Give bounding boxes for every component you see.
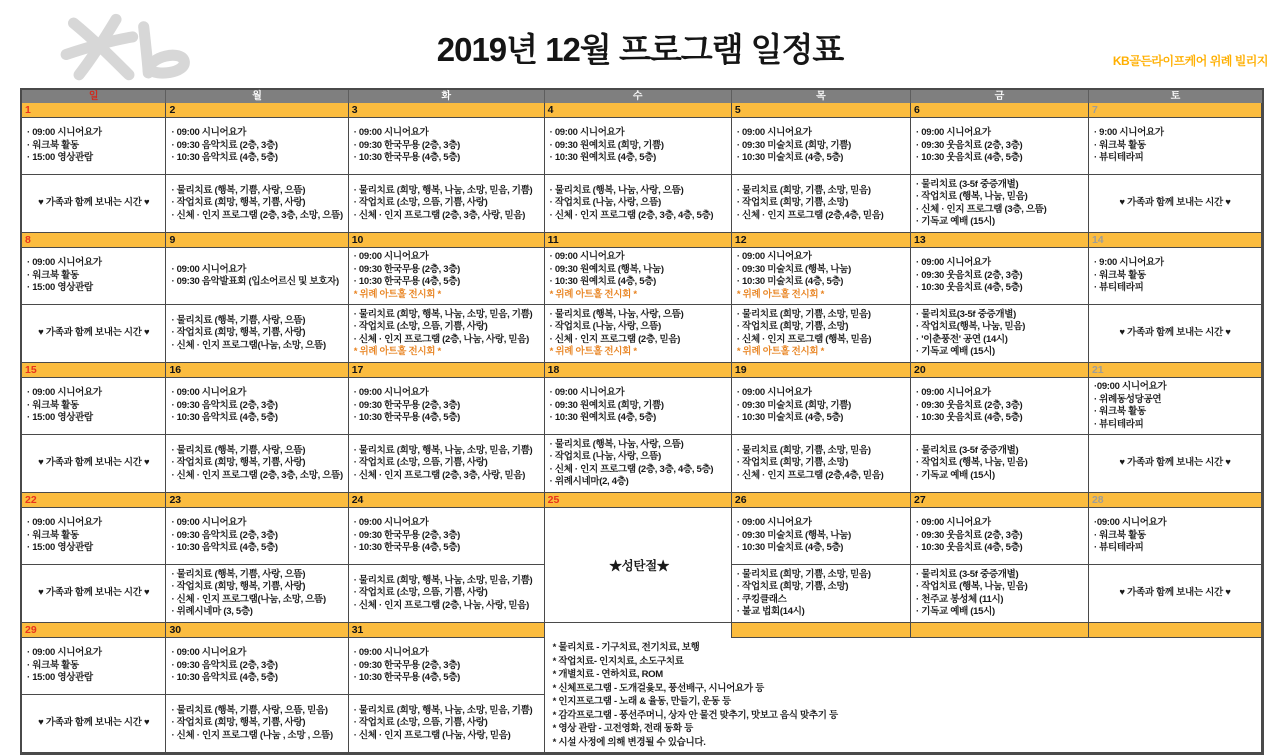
schedule-line: · 물리치료 (행복, 기쁨, 사랑, 으뜸)	[171, 568, 306, 580]
afternoon-cell	[911, 435, 1089, 493]
schedule-line: · 워크북 활동	[27, 139, 79, 151]
schedule-line: · 작업치료 (희망, 기쁨, 소망)	[736, 321, 849, 332]
schedule-line: · 물리치료 (희망, 기쁨, 소망, 믿음)	[736, 184, 871, 196]
schedule-line: · 물리치료(3-5f 중증개별)	[916, 308, 1017, 320]
schedule-line: · 09:00 시니어요가	[353, 387, 429, 399]
day-number: 31	[349, 623, 545, 638]
schedule-line: · 15:00 영상관람	[27, 672, 93, 684]
schedule-line: · 09:00 시니어요가	[171, 517, 247, 529]
day-band-empty	[732, 623, 911, 638]
morning-cell	[349, 118, 545, 175]
schedule-line: · 09:30 한국무용 (2층, 3층)	[353, 659, 461, 671]
morning-cell	[22, 508, 166, 565]
schedule-line: · 신체 · 인지 프로그램 (2층,4층, 믿음)	[736, 209, 884, 221]
schedule-line: · 신체 · 인지 프로그램 (3층, 으뜸)	[916, 203, 1047, 215]
schedule-line: · 09:30 미술치료 (희망, 기쁨)	[736, 399, 851, 411]
schedule-line: · 워크북 활동	[27, 529, 79, 541]
day-number: 29	[22, 623, 166, 638]
afternoon-cell	[911, 305, 1089, 363]
afternoon-cell	[1089, 565, 1262, 623]
schedule-line: · 신체 · 인지 프로그램 (나눔 , 소망 , 으뜸)	[171, 729, 333, 741]
schedule-line: · 10:30 음악치료 (4층, 5층)	[171, 672, 278, 684]
schedule-line: · 물리치료 (행복, 나눔, 사랑, 으뜸)	[549, 308, 684, 320]
schedule-line: · 09:30 음악치료 (2층, 3층)	[171, 529, 278, 541]
morning-cell	[1089, 118, 1262, 175]
schedule-line: · 09:00 시니어요가	[736, 127, 812, 139]
schedule-line: ♥ 가족과 함께 보내는 시간 ♥	[38, 197, 150, 209]
afternoon-cell	[1089, 435, 1262, 493]
afternoon-cell	[349, 175, 545, 233]
schedule-line: · 신체 · 인지 프로그램 (2층, 나눔, 사랑, 믿음)	[353, 599, 530, 611]
page-header	[0, 0, 1280, 86]
schedule-line: · 물리치료 (희망, 행복, 나눔, 소망, 믿음, 기쁨)	[353, 184, 533, 196]
schedule-line: · 09:30 한국무용 (2층, 3층)	[353, 139, 461, 151]
schedule-line: · 신체 · 인지 프로그램 (2층, 3층, 소망, 으뜸)	[171, 209, 343, 221]
day-number: 21	[1089, 363, 1262, 378]
weekday-header-row	[22, 90, 1262, 103]
schedule-line: · 09:30 한국무용 (2층, 3층)	[353, 529, 461, 541]
schedule-line: · 09:00 시니어요가	[353, 251, 429, 262]
schedule-line: · 물리치료 (희망, 기쁨, 소망, 믿음)	[736, 444, 871, 456]
morning-cell	[545, 118, 732, 175]
schedule-line: · 10:30 웃음치료 (4층, 5층)	[916, 542, 1023, 554]
schedule-line: ♥ 가족과 함께 보내는 시간 ♥	[1119, 457, 1231, 469]
schedule-line: · 위례시네마 (3, 5층)	[171, 606, 253, 617]
schedule-line: · 신체 · 인지 프로그램(나눔, 소망, 으뜸)	[171, 593, 326, 605]
schedule-line: * 신체프로그램 - 도개걸윷모, 풍선배구, 시니어요가 등	[552, 682, 765, 694]
schedule-line: · 09:00 시니어요가	[353, 517, 429, 529]
day-number: 12	[732, 233, 911, 248]
afternoon-cell	[911, 175, 1089, 233]
schedule-line: · 09:30 원예치료 (희망, 기쁨)	[549, 139, 664, 151]
schedule-line: * 영상 관람 - 고전영화, 전래 동화 등	[552, 723, 694, 734]
schedule-line: · 워크북 활동	[27, 659, 79, 671]
schedule-line: · 09:30 웃음치료 (2층, 3층)	[916, 269, 1023, 281]
day-band-empty	[911, 623, 1089, 638]
schedule-line: · 작업치료 (나눔, 사랑, 으뜸)	[549, 321, 662, 332]
schedule-line: · 작업치료 (행복, 나눔, 믿음)	[916, 581, 1028, 592]
schedule-line: · 작업치료 (희망, 행복, 기쁨, 사랑)	[171, 581, 306, 592]
day-number: 16	[166, 363, 348, 378]
weekday-label: 토	[1170, 91, 1181, 102]
morning-cell	[732, 118, 911, 175]
schedule-line: ♥ 가족과 함께 보내는 시간 ♥	[1119, 587, 1231, 599]
schedule-line: · 물리치료 (희망, 행복, 나눔, 소망, 믿음, 기쁨)	[353, 704, 533, 716]
morning-cell	[166, 118, 348, 175]
weekday-label: 월	[166, 90, 348, 103]
schedule-line: · 09:00 시니어요가	[27, 127, 102, 139]
morning-cell	[1089, 378, 1262, 435]
schedule-line: · 작업치료 (소망, 으뜸, 기쁨, 사랑)	[353, 457, 488, 469]
schedule-line: · 기독교 예배 (15시)	[916, 346, 995, 357]
schedule-line: · 09:00 시니어요가	[171, 387, 247, 399]
afternoon-cell	[545, 175, 732, 233]
afternoon-cell	[545, 305, 732, 363]
day-number: 20	[911, 363, 1089, 378]
afternoon-cell	[732, 565, 911, 623]
day-number: 17	[349, 363, 545, 378]
facility-name: KB골든라이프케어 위례 빌리지	[1112, 54, 1268, 68]
schedule-line: · 10:30 미술치료 (4층, 5층)	[736, 276, 844, 287]
morning-cell	[166, 248, 348, 305]
schedule-line: · 09:00 시니어요가	[27, 387, 102, 399]
schedule-line: * 위례 아트홀 전시회 *	[353, 346, 441, 357]
schedule-line: · 10:30 미술치료 (4층, 5층)	[736, 542, 844, 554]
schedule-line: * 감각프로그램 - 풍선주머니, 상자 안 물건 맞추기, 맛보고 음식 맞추기 등	[552, 709, 838, 721]
schedule-line: · 물리치료 (희망, 행복, 나눔, 소망, 믿음, 기쁨)	[353, 444, 533, 456]
morning-cell	[911, 508, 1089, 565]
schedule-line: · 09:30 원예치료 (행복, 나눔)	[549, 263, 664, 275]
schedule-line: · 10:30 음악치료 (4층, 5층)	[171, 152, 278, 164]
schedule-line: · 09:00 시니어요가	[549, 387, 625, 399]
schedule-line: · 뷰티테라피	[1093, 152, 1144, 164]
day-number: 26	[732, 493, 911, 508]
schedule-line: · 10:30 원예치료 (4층, 5층)	[549, 152, 656, 164]
schedule-line: · 신체 · 인지 프로그램 (2층, 3층, 소망, 으뜸)	[171, 469, 343, 481]
schedule-line: · 작업치료 (소망, 으뜸, 기쁨, 사랑)	[353, 717, 488, 729]
schedule-line: · 작업치료 (희망, 기쁨, 소망)	[736, 581, 849, 592]
afternoon-cell	[732, 435, 911, 493]
schedule-line: · 물리치료 (행복, 기쁨, 사랑, 으뜸)	[171, 184, 306, 196]
schedule-line: · 신체 · 인지 프로그램 (2층,4층, 믿음)	[736, 469, 884, 481]
schedule-line: · 09:30 웃음치료 (2층, 3층)	[916, 529, 1023, 541]
schedule-line: · 09:30 음악치료 (2층, 3층)	[171, 399, 278, 411]
schedule-line: · 물리치료 (3-5f 중증개별)	[916, 178, 1019, 190]
schedule-line: * 작업치료- 인지치료, 소도구치료	[552, 655, 684, 667]
morning-cell	[166, 508, 348, 565]
schedule-line: · 워크북 활동	[1093, 269, 1146, 281]
schedule-line: · 15:00 영상관람	[27, 152, 93, 164]
schedule-line: · 물리치료 (희망, 기쁨, 소망, 믿음)	[736, 308, 871, 320]
calendar-week	[22, 493, 1262, 623]
schedule-line: · 작업치료 (소망, 으뜸, 기쁨, 사랑)	[353, 197, 488, 209]
schedule-line: · 워크북 활동	[1093, 139, 1146, 151]
schedule-line: ·09:00 시니어요가	[1093, 381, 1167, 392]
morning-cell	[1089, 248, 1262, 305]
schedule-line: · 09:30 미술치료 (행복, 나눔)	[736, 263, 851, 275]
schedule-line: · 기독교 예배 (15시)	[916, 606, 995, 617]
schedule-line: · 09:00 시니어요가	[27, 257, 102, 269]
morning-cell	[732, 508, 911, 565]
schedule-line: ♥ 가족과 함께 보내는 시간 ♥	[38, 717, 150, 729]
calendar-week	[22, 233, 1262, 363]
morning-cell	[545, 378, 732, 435]
schedule-line: · 9:00 시니어요가	[1093, 257, 1164, 269]
schedule-line: * 위례 아트홀 전시회 *	[736, 346, 825, 357]
schedule-line: * 물리치료 - 기구치료, 전기치료, 보행	[552, 642, 700, 653]
afternoon-cell	[349, 695, 545, 753]
weekday-label: 금	[911, 90, 1089, 103]
day-number: 22	[22, 493, 166, 508]
morning-cell	[166, 378, 348, 435]
schedule-line: · 10:30 한국무용 (4층, 5층)	[353, 412, 461, 424]
schedule-line: · 물리치료 (행복, 기쁨, 사랑, 으뜸)	[171, 444, 306, 456]
day-number: 18	[545, 363, 732, 378]
weekday-label: 수	[545, 90, 732, 103]
schedule-line: · 신체 · 인지 프로그램 (2층, 3층, 4층, 5층)	[549, 463, 714, 475]
schedule-line: · 09:30 웃음치료 (2층, 3층)	[916, 399, 1023, 411]
afternoon-cell	[911, 565, 1089, 623]
schedule-line: · 신체 · 인지 프로그램 (나눔, 사랑, 믿음)	[353, 729, 511, 741]
schedule-line: * 인지프로그램 - 노래 & 율동, 만들기, 운동 등	[552, 696, 731, 707]
morning-cell	[911, 118, 1089, 175]
afternoon-cell	[1089, 305, 1262, 363]
afternoon-cell	[1089, 175, 1262, 233]
schedule-line: · 물리치료 (행복, 나눔, 사랑, 으뜸)	[549, 184, 684, 196]
schedule-line: ♥ 가족과 함께 보내는 시간 ♥	[38, 457, 150, 469]
schedule-line: · 작업치료 (희망, 행복, 기쁨, 사랑)	[171, 457, 306, 469]
schedule-line: · 10:30 한국무용 (4층, 5층)	[353, 542, 461, 554]
afternoon-cell	[732, 305, 911, 363]
schedule-line: * 위례 아트홀 전시회 *	[736, 288, 825, 300]
schedule-line: · 물리치료 (3-5f 중증개별)	[916, 444, 1019, 456]
morning-cell	[22, 118, 166, 175]
schedule-line: · 09:30 한국무용 (2층, 3층)	[353, 263, 461, 275]
schedule-line: · 신체 · 인지 프로그램(나눔, 소망, 으뜸)	[171, 339, 326, 351]
calendar-week	[22, 103, 1262, 233]
afternoon-cell	[349, 305, 545, 363]
morning-cell	[22, 638, 166, 695]
afternoon-cell	[166, 695, 348, 753]
morning-cell	[349, 638, 545, 695]
schedule-line: * 위례 아트홀 전시회 *	[549, 346, 637, 357]
day-number: 10	[349, 233, 545, 248]
calendar-table	[20, 88, 1264, 755]
schedule-line: · 작업치료 (소망, 으뜸, 기쁨, 사랑)	[353, 321, 488, 332]
afternoon-cell	[22, 695, 166, 753]
schedule-line: ♥ 가족과 함께 보내는 시간 ♥	[1119, 197, 1231, 209]
schedule-line: · 15:00 영상관람	[27, 282, 93, 294]
schedule-line: * 위례 아트홀 전시회 *	[549, 288, 637, 300]
schedule-line: · '이춘풍전' 공연 (14시)	[916, 333, 1008, 345]
day-number: 19	[732, 363, 911, 378]
schedule-line: · 신체 · 인지 프로그램 (행복, 믿음)	[736, 333, 872, 345]
day-number: 4	[545, 103, 732, 118]
page-title: 2019년 12월 프로그램 일정표	[436, 31, 844, 68]
schedule-line: ·09:00 시니어요가	[1093, 517, 1167, 529]
schedule-line: · 09:00 시니어요가	[736, 387, 812, 399]
schedule-line: · 물리치료 (희망, 기쁨, 소망, 믿음)	[736, 568, 871, 580]
afternoon-cell	[732, 175, 911, 233]
schedule-line: · 09:00 시니어요가	[171, 127, 247, 139]
schedule-line: · 뷰티테라피	[1093, 418, 1144, 430]
morning-cell	[166, 638, 348, 695]
day-number: 14	[1089, 233, 1262, 248]
day-number: 2	[166, 103, 348, 118]
schedule-line: · 09:00 시니어요가	[27, 517, 102, 529]
day-number: 1	[22, 103, 166, 118]
schedule-line: · 작업치료 (행복, 나눔, 믿음)	[916, 191, 1028, 202]
schedule-line: · 물리치료 (행복, 기쁨, 사랑, 으뜸, 믿음)	[171, 704, 328, 716]
schedule-line: · 09:30 미술치료 (행복, 나눔)	[736, 529, 851, 541]
schedule-line: · 09:30 원예치료 (희망, 기쁨)	[549, 399, 664, 411]
afternoon-cell	[349, 435, 545, 493]
morning-cell	[732, 248, 911, 305]
schedule-line: · 워크북 활동	[1093, 406, 1146, 417]
weekday-label: 목	[732, 90, 911, 103]
morning-cell	[545, 248, 732, 305]
schedule-line: · 신체 · 인지 프로그램 (2층, 믿음)	[549, 333, 681, 345]
schedule-line: · 물리치료 (3-5f 중증개별)	[916, 568, 1019, 580]
schedule-line: · 작업치료 (나눔, 사랑, 으뜸)	[549, 451, 662, 462]
morning-cell	[22, 248, 166, 305]
schedule-line: · 신체 · 인지 프로그램 (2층, 3층, 사랑, 믿음)	[353, 209, 526, 221]
schedule-line: · 워크북 활동	[27, 269, 79, 281]
schedule-line: · 뷰티테라피	[1093, 282, 1144, 294]
morning-cell	[732, 378, 911, 435]
schedule-line: · 작업치료 (행복, 나눔, 믿음)	[916, 457, 1028, 469]
afternoon-cell	[22, 305, 166, 363]
day-number: 24	[349, 493, 545, 508]
schedule-line: · 09:00 시니어요가	[27, 647, 102, 659]
day-band-empty	[1089, 623, 1262, 638]
day-number: 3	[349, 103, 545, 118]
schedule-line: · 작업치료 (나눔, 사랑, 으뜸)	[549, 197, 662, 209]
schedule-line: · 09:00 시니어요가	[549, 127, 625, 139]
schedule-line: * 시설 사정에 의해 변경될 수 있습니다.	[552, 736, 706, 748]
afternoon-cell	[22, 435, 166, 493]
schedule-line: · 신체 · 인지 프로그램 (2층, 나눔, 사랑, 믿음)	[353, 333, 530, 345]
day-number: 5	[732, 103, 911, 118]
schedule-line: · 물리치료 (희망, 행복, 나눔, 소망, 믿음, 기쁨)	[353, 574, 533, 586]
schedule-line: · 15:00 영상관람	[27, 542, 93, 554]
schedule-line: · 10:30 원예치료 (4층, 5층)	[549, 276, 656, 287]
calendar-week	[22, 363, 1262, 493]
schedule-line: · 10:30 한국무용 (4층, 5층)	[353, 672, 461, 684]
schedule-line: ♥ 가족과 함께 보내는 시간 ♥	[38, 587, 150, 599]
schedule-line: · 천주교 봉성체 (11시)	[916, 593, 1004, 605]
schedule-line: · 쿠킹클래스	[736, 593, 787, 605]
schedule-line: · 기독교 예배 (15시)	[916, 469, 995, 481]
schedule-line: · 10:30 원예치료 (4층, 5층)	[549, 412, 656, 424]
morning-cell	[911, 248, 1089, 305]
day-number: 28	[1089, 493, 1262, 508]
schedule-line: · 작업치료 (희망, 행복, 기쁨, 사랑)	[171, 717, 306, 729]
day-number: 13	[911, 233, 1089, 248]
schedule-line: · 워크북 활동	[1093, 529, 1146, 541]
day-band-empty	[545, 623, 732, 638]
schedule-line: · 10:30 한국무용 (4층, 5층)	[353, 152, 461, 164]
schedule-line: · 10:30 웃음치료 (4층, 5층)	[916, 152, 1023, 164]
day-number: 15	[22, 363, 166, 378]
schedule-line: ♥ 가족과 함께 보내는 시간 ♥	[1119, 327, 1231, 339]
schedule-line: · 09:30 미술치료 (희망, 기쁨)	[736, 139, 851, 151]
schedule-line: ♥ 가족과 함께 보내는 시간 ♥	[38, 327, 150, 339]
day-number: 27	[911, 493, 1089, 508]
afternoon-cell	[22, 565, 166, 623]
morning-cell	[911, 378, 1089, 435]
schedule-line: · 신체 · 인지 프로그램 (2층, 3층, 4층, 5층)	[549, 209, 714, 221]
schedule-line: · 09:30 음악치료 (2층, 3층)	[171, 139, 278, 151]
afternoon-cell	[166, 435, 348, 493]
schedule-line: · 10:30 음악치료 (4층, 5층)	[171, 412, 278, 424]
schedule-line: · 10:30 웃음치료 (4층, 5층)	[916, 412, 1023, 424]
afternoon-cell	[166, 175, 348, 233]
weekday-label: 화	[349, 90, 545, 103]
schedule-line: · 09:00 시니어요가	[916, 387, 991, 399]
schedule-line: * 개별치료 - 연하치료, ROM	[552, 669, 663, 680]
morning-cell	[349, 508, 545, 565]
day-number: 8	[22, 233, 166, 248]
schedule-line: · 작업치료(행복, 나눔, 믿음)	[916, 321, 1026, 332]
schedule-line: · 09:00 시니어요가	[736, 251, 812, 262]
afternoon-cell	[22, 175, 166, 233]
schedule-line: · 작업치료 (희망, 행복, 기쁨, 사랑)	[171, 197, 306, 209]
day-number: 9	[166, 233, 348, 248]
morning-cell	[1089, 508, 1262, 565]
afternoon-cell	[349, 565, 545, 623]
schedule-line: · 작업치료 (희망, 행복, 기쁨, 사랑)	[171, 327, 306, 339]
schedule-line: · 뷰티테라피	[1093, 542, 1144, 554]
schedule-line: · 09:00 시니어요가	[916, 517, 991, 529]
schedule-line: · 9:00 시니어요가	[1093, 127, 1164, 139]
schedule-line: · 작업치료 (소망, 으뜸, 기쁨, 사랑)	[353, 587, 488, 599]
schedule-line: · 작업치료 (희망, 기쁨, 소망)	[736, 197, 849, 209]
schedule-line: · 09:00 시니어요가	[171, 647, 247, 659]
legend-cell	[545, 638, 1262, 753]
weekday-label: 일	[22, 90, 166, 103]
schedule-line: · 09:00 시니어요가	[916, 257, 991, 269]
afternoon-cell	[166, 565, 348, 623]
schedule-line: · 10:30 미술치료 (4층, 5층)	[736, 152, 844, 164]
schedule-line: · 09:00 시니어요가	[353, 647, 429, 659]
morning-cell	[349, 248, 545, 305]
schedule-line: · 워크북 활동	[27, 399, 79, 411]
day-number: 30	[166, 623, 348, 638]
schedule-line: · 위례시네마(2, 4층)	[549, 476, 629, 487]
calendar-week	[22, 623, 1262, 753]
schedule-line: · 10:30 미술치료 (4층, 5층)	[736, 412, 844, 424]
schedule-line: · 작업치료 (희망, 기쁨, 소망)	[736, 457, 849, 469]
schedule-line: · 물리치료 (희망, 행복, 나눔, 소망, 믿음, 기쁨)	[353, 308, 533, 320]
schedule-line: · 09:00 시니어요가	[736, 517, 812, 529]
schedule-line: · 불교 법회(14시)	[736, 606, 805, 617]
schedule-line: · 09:00 시니어요가	[549, 251, 625, 262]
schedule-line: · 물리치료 (행복, 나눔, 사랑, 으뜸)	[549, 438, 684, 450]
schedule-line: · 10:30 한국무용 (4층, 5층)	[353, 276, 461, 287]
holiday-cell: ★성탄절★	[545, 508, 732, 623]
schedule-line: · 09:30 웃음치료 (2층, 3층)	[916, 139, 1023, 151]
schedule-line: * 위례 아트홀 전시회 *	[353, 288, 441, 300]
day-number: 11	[545, 233, 732, 248]
schedule-line: · 신체 · 인지 프로그램 (2층, 3층, 사랑, 믿음)	[353, 469, 526, 481]
schedule-line: · 15:00 영상관람	[27, 412, 93, 424]
afternoon-cell	[166, 305, 348, 363]
schedule-line: · 09:00 시니어요가	[916, 127, 991, 139]
day-number: 6	[911, 103, 1089, 118]
schedule-line: · 09:30 한국무용 (2층, 3층)	[353, 399, 461, 411]
schedule-line: · 10:30 음악치료 (4층, 5층)	[171, 542, 278, 554]
day-number: 7	[1089, 103, 1262, 118]
schedule-line: · 위례동성당공연	[1093, 393, 1162, 405]
day-number: 23	[166, 493, 348, 508]
schedule-line: · 09:00 시니어요가	[353, 127, 429, 139]
schedule-line: · 기독교 예배 (15시)	[916, 216, 995, 227]
schedule-line: · 물리치료 (행복, 기쁨, 사랑, 으뜸)	[171, 314, 306, 326]
calendar-weeks	[22, 103, 1262, 753]
schedule-line: · 09:30 음악치료 (2층, 3층)	[171, 659, 278, 671]
schedule-line: · 09:00 시니어요가	[171, 263, 247, 275]
schedule-line: · 10:30 웃음치료 (4층, 5층)	[916, 282, 1023, 294]
morning-cell	[349, 378, 545, 435]
afternoon-cell	[545, 435, 732, 493]
schedule-line: · 09:30 음악발표회 (입소어르신 및 보호자)	[171, 276, 339, 287]
day-number: 25	[545, 493, 732, 508]
morning-cell	[22, 378, 166, 435]
